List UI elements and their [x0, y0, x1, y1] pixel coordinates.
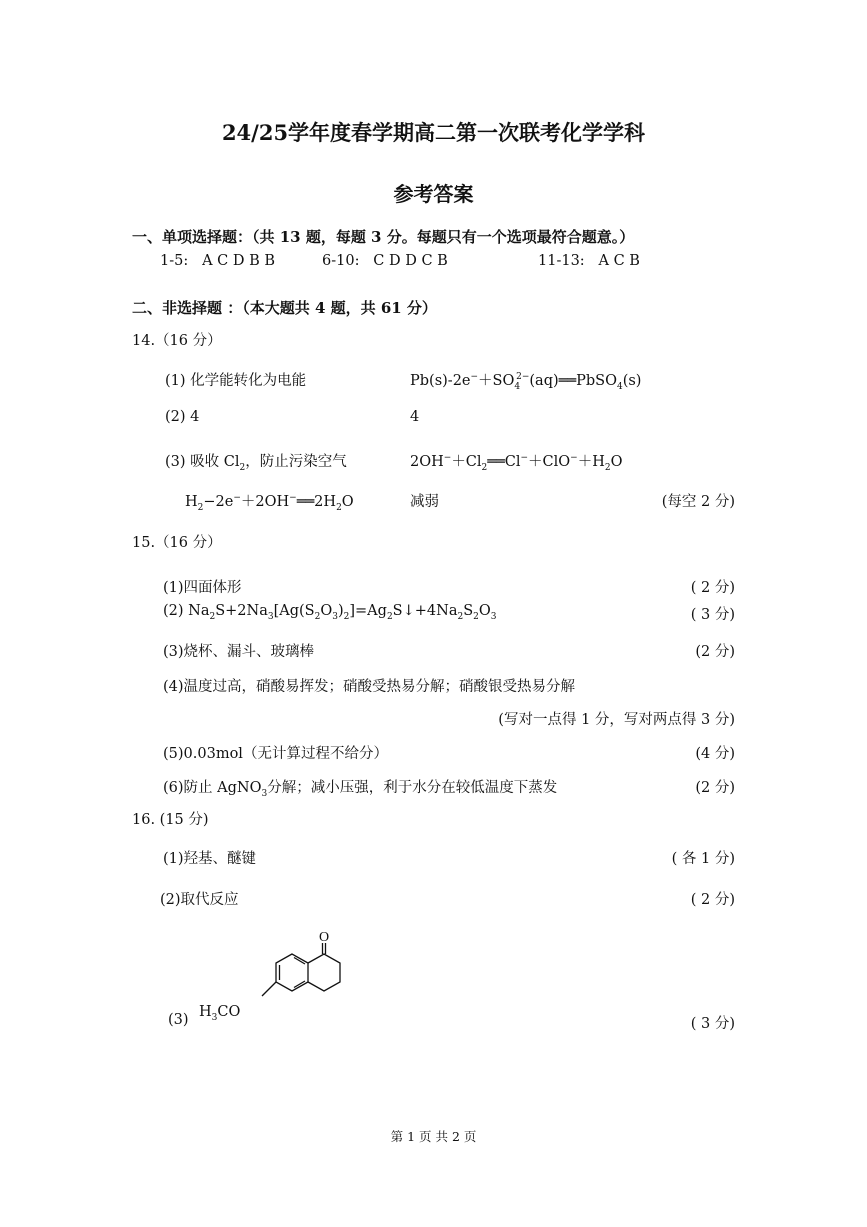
page-subtitle: 参考答案	[393, 182, 474, 206]
q15-label: 15.（16 分）	[132, 535, 222, 551]
methoxy-label: $H_3CO$	[199, 1004, 241, 1023]
q16-answer-3-label: (3)	[168, 1012, 189, 1028]
q15-score-3: (2 分)	[695, 644, 735, 660]
q15-score-6: (2 分)	[695, 780, 735, 796]
q16-answer-1: (1)羟基、醚键	[163, 851, 257, 867]
mcq-answers: A C D B B	[202, 253, 276, 269]
mcq-range: 11-13:	[538, 253, 585, 269]
q14-label: 14.（16 分）	[132, 333, 222, 349]
q15-answer-2: (2) $Na_2S+2Na_3[Ag(S_2O_3)_2]=Ag_2S↓+4Na_2S_2O_3$	[163, 603, 497, 622]
mcq-answers: C D D C B	[373, 253, 448, 269]
q14-score: (每空 2 分)	[661, 494, 735, 510]
q16-answer-2: (2)取代反应	[160, 892, 239, 908]
q15-answer-4: (4)温度过高，硝酸易挥发；硝酸受热易分解；硝酸银受热易分解	[163, 679, 576, 695]
q16-score-1: ( 各 1 分)	[671, 851, 735, 867]
mcq-answers: A C B	[598, 253, 640, 269]
page-number: 第 1 页 共 2 页	[390, 1129, 477, 1144]
q15-answer-6: (6)防止 AgNO$_3$分解；减小压强，利于水分在较低温度下蒸发	[163, 780, 558, 799]
q14-answer-3: (3) 吸收 $Cl_2$，防止污染空气	[165, 454, 347, 473]
q14-equation-1: $Pb(s)-2e^-+SO_4^{2-}(aq)══PbSO_4(s)$	[410, 372, 642, 392]
q16-score-2: ( 2 分)	[690, 892, 735, 908]
q14-answer-1: (1) 化学能转化为电能	[165, 373, 307, 389]
mcq-range: 1-5:	[160, 253, 189, 269]
q14-answer-2: (2) 4	[165, 409, 200, 425]
molecule-bonds	[262, 943, 340, 996]
mcq-group-3	[538, 253, 640, 269]
q15-answer-5: (5)0.03mol（无计算过程不给分）	[163, 746, 388, 762]
mcq-group-2	[322, 253, 448, 269]
q14-answer-2b: 4	[410, 409, 420, 425]
mcq-group-1	[160, 253, 275, 269]
page-title: 24/25学年度春学期高二第一次联考化学学科	[221, 120, 646, 145]
methoxy-tetralone-structure	[248, 926, 358, 1012]
carbonyl-oxygen-label: O	[319, 930, 330, 945]
q15-score-1: ( 2 分)	[690, 580, 735, 596]
q15-answer-3: (3)烧杯、漏斗、玻璃棒	[163, 644, 315, 660]
precipitate-arrow-icon: ↓	[402, 603, 415, 619]
q15-score-2: ( 3 分)	[690, 607, 735, 623]
q14-equation-3: $H_2-2e^-+2OH^-══2H_2O$	[185, 493, 354, 513]
section-heading-mcq: 一、单项选择题：（共 13 题，每题 3 分。每题只有一个选项最符合题意。）	[132, 228, 635, 246]
q15-answer-1: (1)四面体形	[163, 580, 242, 596]
mcq-range: 6-10:	[322, 253, 360, 269]
q16-label: 16. (15 分)	[132, 812, 209, 828]
q14-answer-4: 减弱	[410, 494, 439, 510]
q14-equation-2: $2OH^-+Cl_2══Cl^-+ClO^-+H_2O$	[410, 453, 623, 473]
q16-score-3: ( 3 分)	[690, 1016, 735, 1032]
section-heading-open: 二、非选择题 ：（本大题共 4 题，共 61 分）	[132, 299, 437, 317]
q15-score-5: (4 分)	[695, 746, 735, 762]
q15-score-4: (写对一点得 1 分，写对两点得 3 分)	[498, 712, 735, 728]
